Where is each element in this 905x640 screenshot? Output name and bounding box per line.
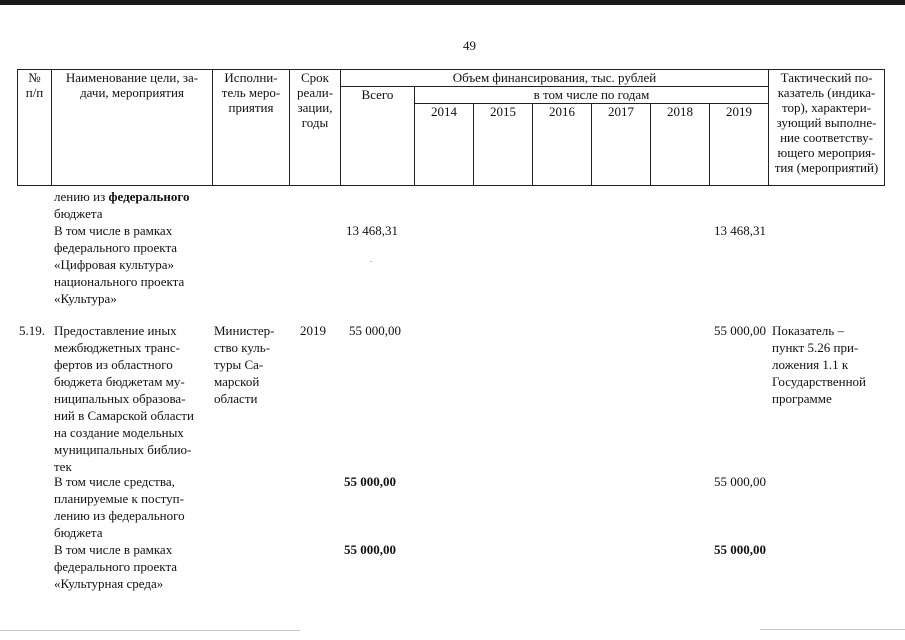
scan-speck — [370, 261, 372, 262]
scan-line-right — [760, 629, 905, 630]
row-2-2019: 55 000,00 — [714, 323, 766, 338]
row-0-name-part1: лению из — [54, 189, 109, 204]
row-4-name: В том числе в рамках федерального проекта «Культурная среда» — [54, 542, 178, 591]
header-year-2018: 2018 — [651, 104, 710, 186]
row-2-term: 2019 — [300, 323, 326, 338]
header-term: Срок реали- зации, годы — [290, 70, 341, 186]
header-year-2014: 2014 — [415, 104, 474, 186]
table-header — [17, 69, 885, 186]
page-number: 49 — [463, 38, 476, 53]
header-indicator: Тактический по- казатель (индика- тор), характери- зующий выполне- ние соответству- ющего мероприя- тия (мероприятий) — [769, 70, 885, 186]
row-2-no: 5.19. — [19, 323, 45, 338]
header-year-2015: 2015 — [474, 104, 533, 186]
row-0-name — [54, 188, 190, 222]
header-year-2017: 2017 — [592, 104, 651, 186]
header-executor: Исполни- тель меро- приятия — [213, 70, 290, 186]
row-2-name: Предоставление иных межбюджетных транс- фертов из областного бюджета бюджетам му- ниципальных образова- ний в Самарской области на создание модельных муниципальных библио- тек — [54, 323, 194, 474]
header-name: Наименование цели, за- дачи, мероприятия — [52, 70, 213, 186]
row-4-2019: 55 000,00 — [714, 542, 766, 557]
row-3-2019: 55 000,00 — [714, 474, 766, 489]
header-no: № п/п — [18, 70, 52, 186]
header-by-years: в том числе по годам — [415, 87, 769, 104]
header-year-2016: 2016 — [533, 104, 592, 186]
header-year-2019: 2019 — [710, 104, 769, 186]
header-funding: Объем финансирования, тыс. рублей — [341, 70, 769, 87]
header-total: Всего — [341, 87, 415, 186]
row-2-executor: Министер- ство куль- туры Са- марской области — [214, 323, 275, 406]
scan-line-left — [0, 630, 300, 631]
top-border — [0, 0, 905, 5]
row-3-name: В том числе средства, планируемые к поступ- лению из федерального бюджета — [54, 474, 185, 540]
row-1-name: В том числе в рамках федерального проекта «Цифровая культура» национального проекта «Культура» — [54, 223, 185, 306]
row-3-total: 55 000,00 — [344, 474, 396, 489]
row-2-indicator: Показатель – пункт 5.26 при- ложения 1.1 к Государственной программе — [772, 323, 867, 406]
row-1-2019: 13 468,31 — [714, 223, 766, 238]
row-1-total: 13 468,31 — [346, 223, 398, 238]
row-0-name-bold: федерального — [108, 189, 190, 204]
row-2-total: 55 000,00 — [349, 323, 401, 338]
row-4-total: 55 000,00 — [344, 542, 396, 557]
row-0-name-part2: бюджета — [54, 206, 103, 221]
